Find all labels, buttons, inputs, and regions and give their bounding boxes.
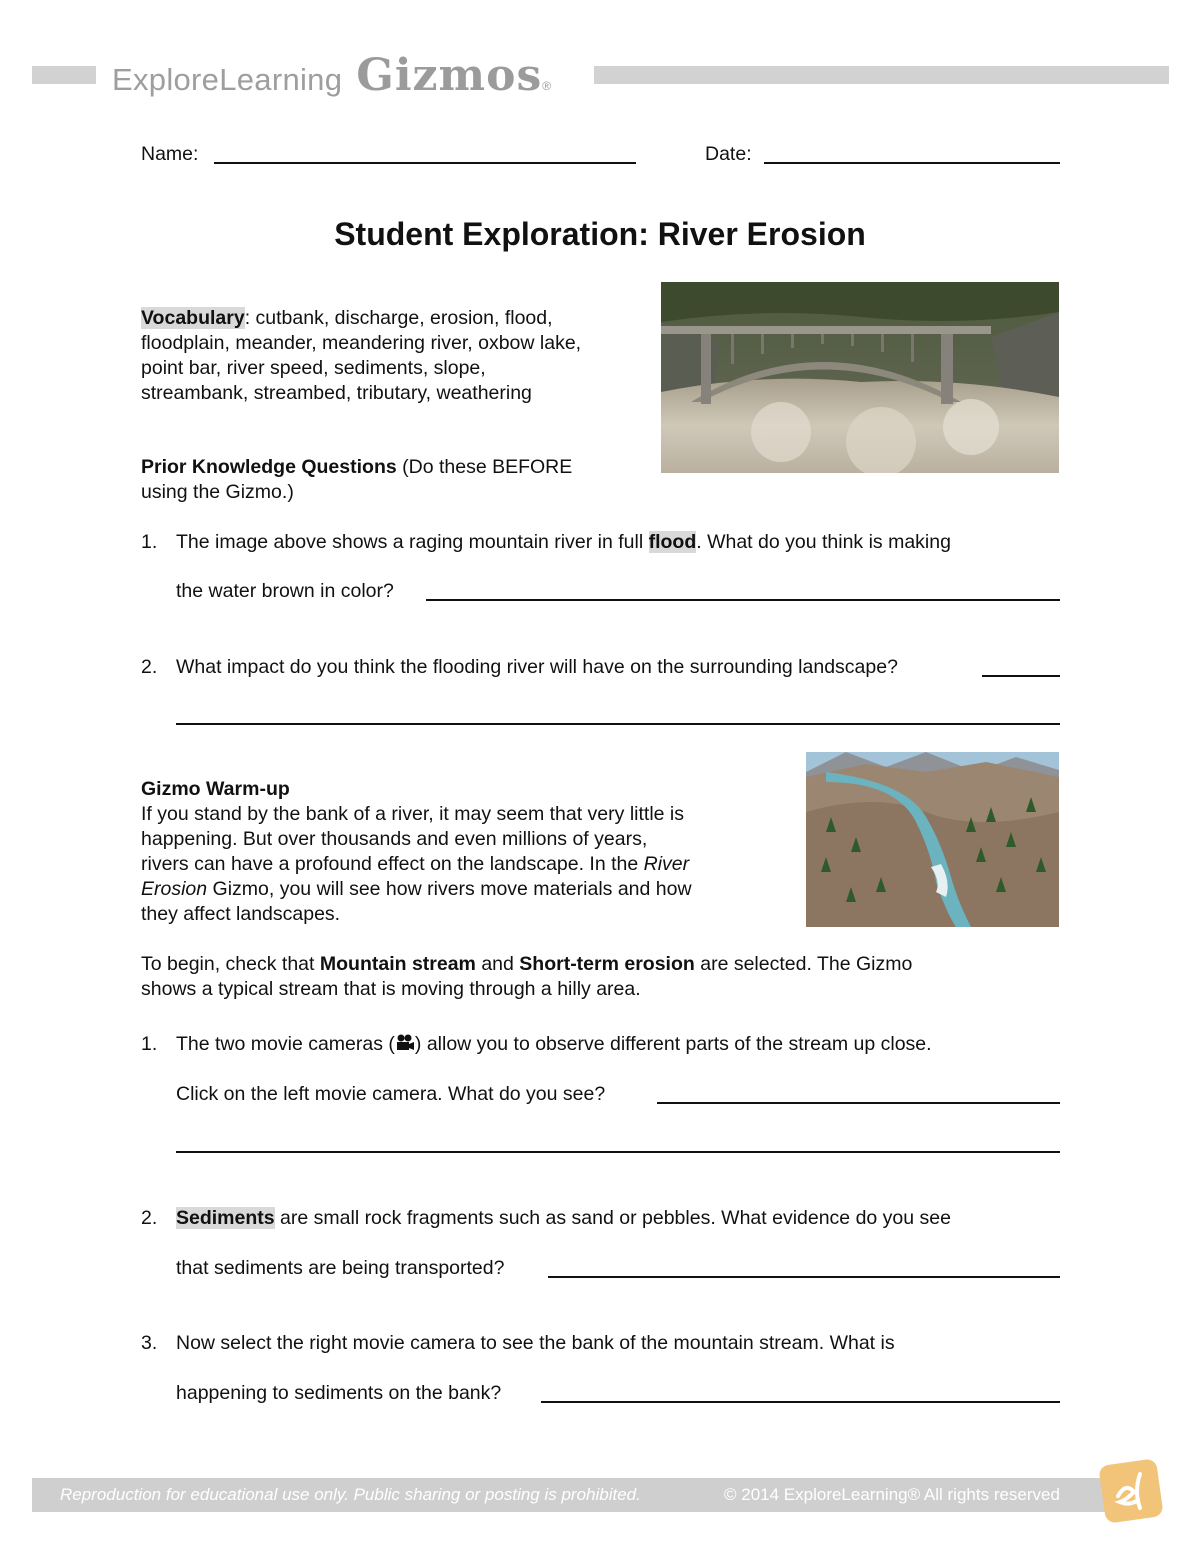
- warmup-line-4: Gizmo, you will see how rivers move materials and how: [207, 878, 692, 900]
- warmup-q3-line2: happening to sediments on the bank?: [176, 1382, 502, 1404]
- prior-q1-pre: The image above shows a raging mountain river in full: [176, 531, 649, 553]
- gizmo-landscape-image: [806, 752, 1059, 927]
- term-sediments: Sediments: [176, 1207, 275, 1229]
- begin-line-2: shows a typical stream that is moving through a hilly area.: [141, 978, 641, 1000]
- prior-q2-number: 2.: [141, 656, 158, 678]
- warmup-line-3: rivers can have a profound effect on the landscape. In the: [141, 853, 644, 875]
- vocabulary-block: [141, 306, 651, 406]
- footer-reproduction-note: Reproduction for educational use only. Public sharing or posting is prohibited.: [60, 1485, 641, 1504]
- warmup-q3-line1: Now select the right movie camera to see the bank of the mountain stream. What is: [176, 1332, 895, 1354]
- warmup-q3-number: 3.: [141, 1332, 158, 1354]
- warmup-line-5: they affect landscapes.: [141, 903, 341, 925]
- vocabulary-line-4: streambank, streambed, tributary, weathering: [141, 382, 532, 404]
- prior-q1-answer-line[interactable]: [426, 599, 1060, 601]
- prior-q1-number: 1.: [141, 531, 158, 553]
- prior-q1-post: . What do you think is making: [696, 531, 951, 553]
- footer-copyright: © 2014 ExploreLearning® All rights reserved: [724, 1485, 1060, 1504]
- name-field[interactable]: [214, 162, 636, 164]
- date-field[interactable]: [764, 162, 1060, 164]
- explorelearning-logo-icon: [1096, 1456, 1166, 1526]
- warmup-q1-answer-line-1[interactable]: [657, 1102, 1060, 1104]
- begin-post: are selected. The Gizmo: [694, 953, 913, 975]
- warmup-line-2: happening. But over thousands and even millions of years,: [141, 828, 648, 850]
- vocabulary-line-2: floodplain, meander, meandering river, oxbow lake,: [141, 332, 582, 354]
- warmup-italic-river: River: [643, 853, 690, 875]
- warmup-block: [141, 777, 781, 927]
- header-bar-left: [32, 66, 96, 84]
- prior-q1-line2: the water brown in color?: [176, 580, 394, 602]
- prior-knowledge-heading-block: [141, 455, 641, 505]
- warmup-q2-text: [176, 1206, 951, 1230]
- header-bar-right: [594, 66, 1169, 84]
- brand-explorelearning: ExploreLearning: [112, 62, 343, 97]
- warmup-q1-text: [176, 1032, 932, 1058]
- prior-q2-answer-line-1[interactable]: [982, 675, 1060, 677]
- warmup-q2-answer-line[interactable]: [548, 1276, 1060, 1278]
- brand-gizmos: Gizmos: [356, 50, 543, 101]
- name-label: Name:: [141, 143, 199, 165]
- date-label: Date:: [705, 143, 752, 165]
- vocabulary-label: Vocabulary: [141, 307, 245, 329]
- warmup-q1-pre: The two movie cameras (: [176, 1033, 395, 1055]
- prior-q2-answer-line-2[interactable]: [176, 723, 1060, 725]
- brand-logo: [112, 50, 552, 101]
- vocabulary-line-3: point bar, river speed, sediments, slope,: [141, 357, 486, 379]
- warmup-q2-number: 2.: [141, 1207, 158, 1229]
- vocabulary-colon: :: [244, 307, 251, 329]
- prior-knowledge-heading: Prior Knowledge Questions: [141, 456, 397, 478]
- begin-block: [141, 952, 1061, 1002]
- warmup-q2-post: are small rock fragments such as sand or pebbles. What evidence do you see: [274, 1207, 951, 1229]
- warmup-q1-number: 1.: [141, 1033, 158, 1055]
- warmup-italic-erosion: Erosion: [141, 878, 208, 900]
- flood-bridge-photo: [661, 282, 1059, 473]
- warmup-q1-answer-line-2[interactable]: [176, 1151, 1060, 1153]
- prior-q1-text: [176, 530, 1056, 554]
- brand-registered-mark: ®: [542, 79, 552, 93]
- warmup-q1-line2: Click on the left movie camera. What do you see?: [176, 1083, 606, 1105]
- warmup-line-1: If you stand by the bank of a river, it may seem that very little is: [141, 803, 684, 825]
- movie-camera-icon: [395, 1034, 415, 1058]
- prior-knowledge-note-1: (Do these BEFORE: [396, 456, 573, 478]
- prior-q2-text: What impact do you think the flooding river will have on the surrounding landscape?: [176, 656, 898, 678]
- warmup-heading: Gizmo Warm-up: [141, 778, 290, 800]
- begin-short-term-erosion: Short-term erosion: [519, 953, 695, 975]
- term-flood: flood: [648, 531, 697, 553]
- begin-pre: To begin, check that: [141, 953, 320, 975]
- prior-knowledge-note-2: using the Gizmo.): [141, 481, 294, 503]
- page-title: Student Exploration: River Erosion: [334, 216, 866, 252]
- warmup-q1-post: ) allow you to observe different parts of the stream up close.: [414, 1033, 932, 1055]
- warmup-q2-line2: that sediments are being transported?: [176, 1257, 505, 1279]
- vocabulary-line-1: cutbank, discharge, erosion, flood,: [250, 307, 553, 329]
- warmup-q3-answer-line[interactable]: [541, 1401, 1060, 1403]
- begin-mid: and: [475, 953, 520, 975]
- begin-mountain-stream: Mountain stream: [319, 953, 476, 975]
